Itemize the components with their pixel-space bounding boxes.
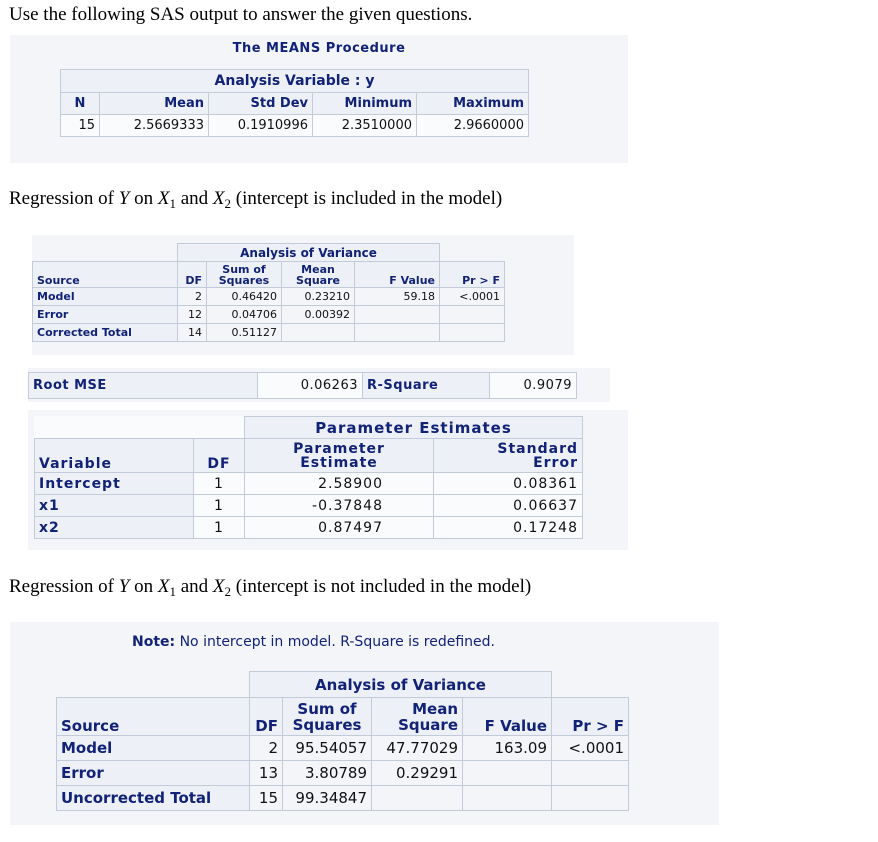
anova1-table <box>32 243 514 342</box>
anova2-row-model-ms: 47.77029 <box>372 736 463 761</box>
anova1-row-error-ms: 0.00392 <box>282 306 355 324</box>
anova1-row-error-source: Error <box>33 306 178 324</box>
anova1-panel <box>32 235 574 355</box>
regression-heading-with-intercept: Regression of Y on $X_1$ and $X_2$ (intercept is included in the model) <box>9 188 503 211</box>
means-header-mean: Mean <box>100 93 209 115</box>
anova1-row-total-ms <box>282 324 355 342</box>
anova2-row-error-p <box>552 761 629 786</box>
params-row-x1-variable: x1 <box>35 495 194 517</box>
anova1-row-model-source: Model <box>33 288 178 306</box>
means-header-stddev: Std Dev <box>209 93 313 115</box>
anova1-row-error-f <box>355 306 440 324</box>
params-row-x2-estimate: 0.87497 <box>245 517 434 539</box>
params-row-x1-stderror: 0.06637 <box>434 495 583 517</box>
anova2-row-model-ss: 95.54057 <box>283 736 372 761</box>
anova2-row-model-source: Model <box>57 736 250 761</box>
intro-text: Use the following SAS output to answer the given questions. <box>9 4 473 25</box>
rsquare-value: 0.9079 <box>490 373 577 399</box>
anova1-row-model-ms: 0.23210 <box>282 288 355 306</box>
means-panel <box>10 35 628 163</box>
anova2-row-model-f: 163.09 <box>463 736 552 761</box>
params-row-x2-df: 1 <box>194 517 245 539</box>
fit-panel <box>28 368 610 402</box>
means-table <box>60 69 529 137</box>
anova1-row-total-p <box>440 324 505 342</box>
params-row-x1-df: 1 <box>194 495 245 517</box>
anova1-row-error-df: 12 <box>178 306 207 324</box>
anova2-row-error-ss: 3.80789 <box>283 761 372 786</box>
means-value-maximum: 2.9660000 <box>417 115 529 137</box>
params-row-intercept-df: 1 <box>194 473 245 495</box>
means-value-mean: 2.5669333 <box>100 115 209 137</box>
anova2-row-model-df: 2 <box>250 736 283 761</box>
anova2-row-total-f <box>463 786 552 811</box>
anova1-title: Analysis of Variance <box>178 244 440 262</box>
anova2-row-total-df: 15 <box>250 786 283 811</box>
params-row-intercept-stderror: 0.08361 <box>434 473 583 495</box>
anova1-header-fvalue: F Value <box>355 262 440 288</box>
anova1-row-total-f <box>355 324 440 342</box>
params-row-x1-estimate: -0.37848 <box>245 495 434 517</box>
params-row-x2-stderror: 0.17248 <box>434 517 583 539</box>
anova2-header-source: Source <box>57 698 250 736</box>
means-value-minimum: 2.3510000 <box>313 115 417 137</box>
params-header-df: DF <box>194 439 245 473</box>
anova2-row-error-source: Error <box>57 761 250 786</box>
regression-heading-no-intercept: Regression of Y on $X_1$ and $X_2$ (intercept is not included in the model) <box>9 576 532 599</box>
anova2-title: Analysis of Variance <box>250 672 552 698</box>
fit-table <box>28 372 577 399</box>
anova1-row-error-p <box>440 306 505 324</box>
no-intercept-note: Note: No intercept in model. R-Square is redefined. <box>132 634 496 650</box>
anova1-row-total-source: Corrected Total <box>33 324 178 342</box>
anova2-row-total-p <box>552 786 629 811</box>
params-header-variable: Variable <box>35 439 194 473</box>
means-value-stddev: 0.1910996 <box>209 115 313 137</box>
anova1-header-ss: Sum of Squares <box>207 262 282 288</box>
means-header-maximum: Maximum <box>417 93 529 115</box>
root-mse-value: 0.06263 <box>258 373 363 399</box>
means-proc-title: The MEANS Procedure <box>232 41 406 56</box>
anova2-panel <box>10 622 719 825</box>
anova2-header-df: DF <box>250 698 283 736</box>
means-header-minimum: Minimum <box>313 93 417 115</box>
means-var-title: Analysis Variable : y <box>61 70 529 93</box>
anova1-header-df: DF <box>178 262 207 288</box>
params-title: Parameter Estimates <box>245 417 583 439</box>
anova1-row-model-df: 2 <box>178 288 207 306</box>
params-table <box>34 416 583 539</box>
means-header-n: N <box>61 93 100 115</box>
anova1-row-total-ss: 0.51127 <box>207 324 282 342</box>
root-mse-label: Root MSE <box>29 373 258 399</box>
anova1-row-model-ss: 0.46420 <box>207 288 282 306</box>
anova1-header-pr: Pr > F <box>440 262 505 288</box>
params-row-intercept-variable: Intercept <box>35 473 194 495</box>
anova2-header-ms: Mean Square <box>372 698 463 736</box>
anova1-row-model-f: 59.18 <box>355 288 440 306</box>
anova1-header-source: Source <box>33 262 178 288</box>
params-header-stderror: Standard Error <box>434 439 583 473</box>
params-header-estimate: Parameter Estimate <box>245 439 434 473</box>
anova2-row-error-ms: 0.29291 <box>372 761 463 786</box>
anova1-row-error-ss: 0.04706 <box>207 306 282 324</box>
anova1-header-ms: Mean Square <box>282 262 355 288</box>
anova2-table <box>56 671 638 811</box>
anova2-row-error-f <box>463 761 552 786</box>
anova2-header-fvalue: F Value <box>463 698 552 736</box>
anova2-row-total-ms <box>372 786 463 811</box>
anova2-row-total-ss: 99.34847 <box>283 786 372 811</box>
params-row-intercept-estimate: 2.58900 <box>245 473 434 495</box>
anova2-row-error-df: 13 <box>250 761 283 786</box>
means-value-n: 15 <box>61 115 100 137</box>
rsquare-label: R-Square <box>363 373 490 399</box>
anova2-row-total-source: Uncorrected Total <box>57 786 250 811</box>
anova1-row-model-p: <.0001 <box>440 288 505 306</box>
anova2-header-ss: Sum of Squares <box>283 698 372 736</box>
anova2-header-pr: Pr > F <box>552 698 629 736</box>
anova1-row-total-df: 14 <box>178 324 207 342</box>
anova2-row-model-p: <.0001 <box>552 736 629 761</box>
params-panel <box>28 410 628 550</box>
params-row-x2-variable: x2 <box>35 517 194 539</box>
